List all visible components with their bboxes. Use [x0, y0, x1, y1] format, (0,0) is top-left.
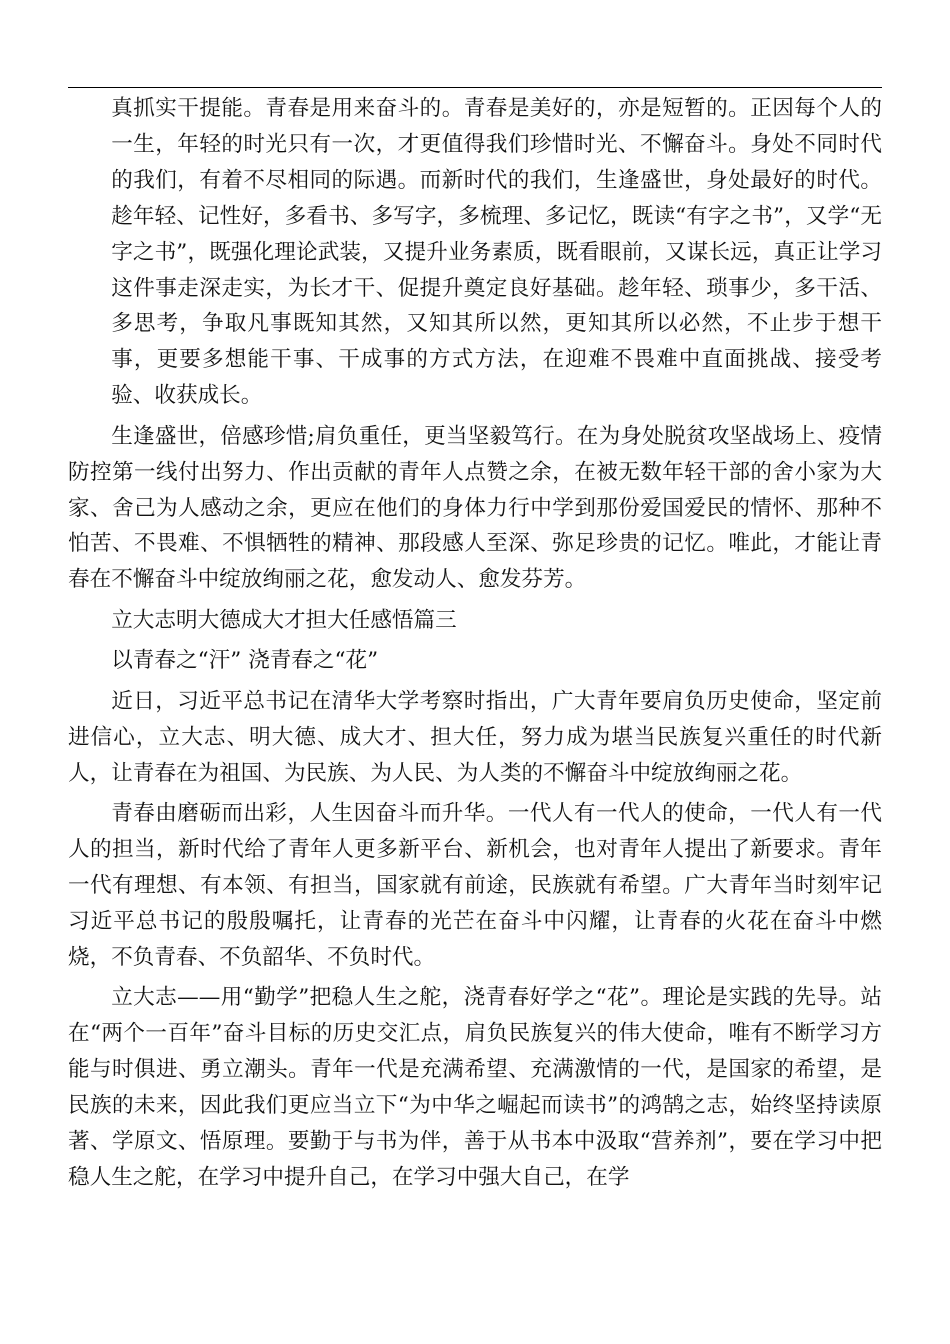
document-body: [68, 91, 882, 1196]
paragraph-1: 真抓实干提能。青春是用来奋斗的。青春是美好的，亦是短暂的。正因每个人的一生，年轻的时光只有一次，才更值得我们珍惜时光、不懈奋斗。身处不同时代的我们，有着不尽相同的际遇。而新时代的我们，生逢盛世，身处最好的时代。趁年轻、记性好，多看书、多写字，多梳理、多记忆，既读“有字之书”，又学“无字之书”，既强化理论武装，又提升业务素质，既看眼前，又谋长远，真正让学习这件事走深走实，为长才干、促提升奠定良好基础。趁年轻、琐事少，多干活、多思考，争取凡事既知其然，又知其所以然，更知其所以必然，不止步于想干事，更要多想能干事、干成事的方式方法，在迎难不畏难中直面挑战、接受考验、收获成长。: [111, 96, 882, 409]
section-title: 立大志明大德成大才担大任感悟篇三: [111, 607, 457, 633]
paragraph-4: 青春由磨砺而出彩，人生因奋斗而升华。一代人有一代人的使命，一代人有一代人的担当，新时代给了青年人更多新平台、新机会，也对青年人提出了新要求。青年一代有理想、有本领、有担当，国家就有前途，民族就有希望。广大青年当时刻牢记习近平总书记的殷殷嘱托，让青春的光芒在奋斗中闪耀，让青春的火花在奋斗中燃烧，不负青春、不负韶华、不负时代。: [68, 801, 882, 970]
header-rule: [68, 87, 882, 88]
paragraph-5: 立大志——用“勤学”把稳人生之舵，浇青春好学之“花”。理论是实践的先导。站在“两个一百年”奋斗目标的历史交汇点，肩负民族复兴的伟大使命，唯有不断学习方能与时俱进、勇立潮头。青年一代是充满希望、充满激情的一代，是国家的希望，是民族的未来，因此我们更应当立下“为中华之崛起而读书”的鸿鹄之志，始终坚持读原著、学原文、悟原理。要勤于与书为伴，善于从书本中汲取“营养剂”，要在学习中把稳人生之舵，在学习中提升自己，在学习中强大自己，在学: [68, 985, 882, 1190]
paragraph-2: 生逢盛世，倍感珍惜;肩负重任，更当坚毅笃行。在为身处脱贫攻坚战场上、疫情防控第一线付出努力、作出贡献的青年人点赞之余，在被无数年轻干部的舍小家为大家、舍己为人感动之余，更应在他们的身体力行中学到那份爱国爱民的情怀、那种不怕苦、不畏难、不惧牺牲的精神、那段感人至深、弥足珍贵的记忆。唯此，才能让青春在不懈奋斗中绽放绚丽之花，愈发动人、愈发芬芳。: [68, 423, 882, 593]
paragraph-3: 近日，习近平总书记在清华大学考察时指出，广大青年要肩负历史使命，坚定前进信心，立大志、明大德、成大才、担大任，努力成为堪当民族复兴重任的时代新人，让青春在为祖国、为民族、为人民、为人类的不懈奋斗中绽放绚丽之花。: [68, 688, 882, 786]
article-title: 以青春之“汗” 浇青春之“花”: [111, 648, 379, 674]
